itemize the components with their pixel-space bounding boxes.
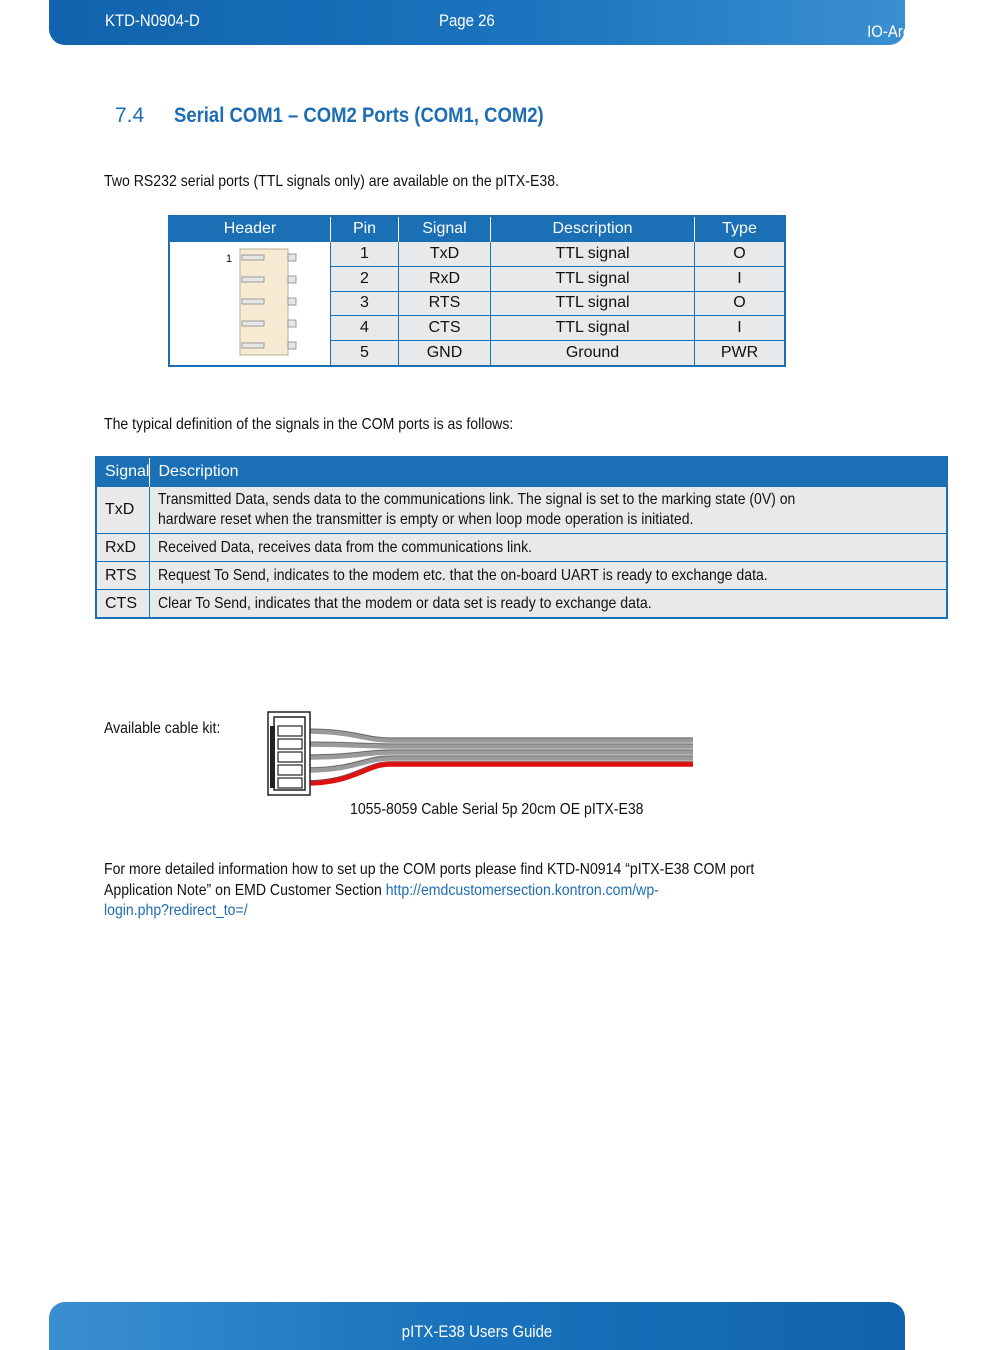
customer-section-link-cont[interactable]: login.php?redirect_to=/ — [104, 902, 248, 919]
page-footer: pITX-E38 Users Guide — [49, 1302, 905, 1350]
description-cell: Transmitted Data, sends data to the communications link. The signal is set to the marking state (0V) on hardware reset when the transmitter is empty or when loop mode operation is initiated. — [150, 487, 948, 534]
col-pin: Pin — [331, 216, 399, 242]
type-cell: PWR — [695, 341, 786, 366]
table-row — [169, 242, 785, 267]
description-cell: TTL signal — [491, 242, 695, 267]
description-cell: TTL signal — [491, 266, 695, 291]
type-cell: O — [695, 242, 786, 267]
pin1-marker: 1 — [226, 253, 233, 265]
description-cell: TTL signal — [491, 291, 695, 316]
pin-cell: 5 — [331, 341, 399, 366]
doc-id: KTD-N0904-D — [105, 11, 200, 30]
table-row — [96, 487, 947, 534]
table-row — [96, 562, 947, 590]
description-cell: Received Data, receives data from the communications link. — [150, 534, 948, 562]
type-cell: I — [695, 316, 786, 341]
signal-cell: CTS — [96, 590, 150, 619]
page-header: KTD-N0904-D Page 26 IO-Area Connectors — [49, 0, 905, 45]
description-cell: Clear To Send, indicates that the modem or data set is ready to exchange data. — [150, 590, 948, 619]
signal-cell: TxD — [96, 487, 150, 534]
definition-intro: The typical definition of the signals in the COM ports is as follows: — [104, 416, 514, 433]
table-row — [96, 534, 947, 562]
cable-caption: 1055-8059 Cable Serial 5p 20cm OE pITX-E38 — [350, 801, 644, 818]
cable-wires — [305, 729, 693, 783]
pin-cell: 4 — [331, 316, 399, 341]
signal-cell: TxD — [399, 242, 491, 267]
col-type: Type — [695, 216, 786, 242]
signal-cell: RxD — [96, 534, 150, 562]
cable-kit-label: Available cable kit: — [104, 720, 221, 737]
col-signal: Signal — [96, 457, 150, 487]
table-row — [96, 590, 947, 619]
signal-table-header — [96, 457, 947, 487]
description-cell: Ground — [491, 341, 695, 366]
type-cell: I — [695, 266, 786, 291]
col-description: Description — [491, 216, 695, 242]
more-info-paragraph: For more detailed information how to set up the COM ports please find KTD-N0914 “pITX-E38 COM port Application Note” on EMD Customer Section http://emdcustomersection.kontron.com/wp- login.php?redirect_to=/ — [104, 860, 843, 922]
cable-wire — [305, 764, 693, 783]
customer-section-link[interactable]: http://emdcustomersection.kontron.com/wp- — [385, 881, 659, 899]
pin-table — [168, 215, 786, 367]
col-header: Header — [169, 216, 331, 242]
signal-cell: RxD — [399, 266, 491, 291]
description-cell: Request To Send, indicates to the modem etc. that the on-board UART is ready to exchange data. — [150, 562, 948, 590]
pin-cell: 2 — [331, 266, 399, 291]
connector-drawing — [170, 242, 330, 360]
intro-paragraph: Two RS232 serial ports (TTL signals only) are available on the pITX-E38. — [104, 173, 559, 190]
description-cell: TTL signal — [491, 316, 695, 341]
connector-header-image — [169, 242, 331, 367]
signal-cell: CTS — [399, 316, 491, 341]
pin-cell: 3 — [331, 291, 399, 316]
page-number: Page 26 — [439, 11, 495, 30]
pin-table-header — [169, 216, 785, 242]
section-number: 7.4 — [115, 104, 145, 127]
col-description: Description — [150, 457, 948, 487]
cable-wire — [305, 731, 693, 740]
type-cell: O — [695, 291, 786, 316]
cable-image — [265, 708, 697, 800]
signal-definition-table — [95, 456, 948, 619]
section-title: Serial COM1 – COM2 Ports (COM1, COM2) — [174, 104, 544, 127]
pin-cell: 1 — [331, 242, 399, 267]
signal-cell: RTS — [96, 562, 150, 590]
signal-cell: GND — [399, 341, 491, 366]
signal-cell: RTS — [399, 291, 491, 316]
col-signal: Signal — [399, 216, 491, 242]
